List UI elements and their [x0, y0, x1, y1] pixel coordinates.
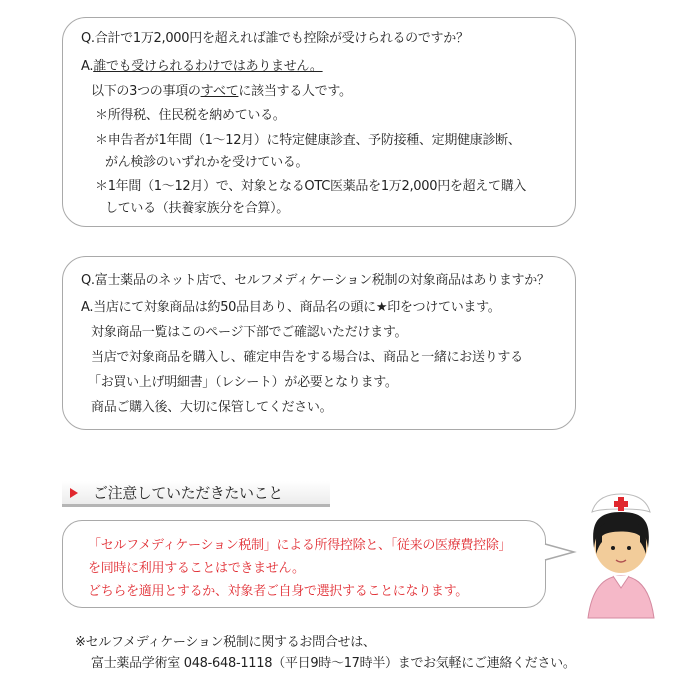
- nurse-icon: [578, 490, 664, 620]
- faq-1-answer-head: A.誰でも受けられるわけではありません。: [81, 59, 323, 74]
- notice-line-3: どちらを適用とするか、対象者ご自身で選択することになります。: [88, 584, 468, 599]
- notice-header: [62, 481, 330, 507]
- faq-1-condition-2-cont: がん検診のいずれかを受けている。: [105, 155, 309, 170]
- faq-2-answer-line-4: 「お買い上げ明細書」（レシート）が必要となります。: [88, 375, 398, 390]
- bubble-tail: [540, 538, 580, 568]
- faq-2-answer-line-5: 商品ご購入後、大切に保管してください。: [91, 400, 333, 415]
- faq-1-intro: 以下の3つの事項のすべてに該当する人です。: [91, 84, 352, 99]
- faq-1-condition-3-cont: している（扶養家族分を合算）。: [105, 201, 290, 216]
- faq-2-answer-line-1: A.当店にて対象商品は約50品目あり、商品名の頭に★印をつけています。: [81, 300, 501, 315]
- notice-title: ご注意していただきたいこと: [93, 484, 283, 502]
- notice-line-2: を同時に利用することはできません。: [88, 561, 305, 576]
- faq-1-question: Q.合計で1万2,000円を超えれば誰でも控除が受けられるのですか？: [81, 31, 469, 46]
- footer-contact: 富士薬品学術室 048-648-1118（平日9時～17時半）までお気軽にご連絡ください。: [91, 656, 576, 671]
- faq-2-question: Q.富士薬品のネット店で、セルフメディケーション税制の対象商品はありますか？: [81, 273, 550, 288]
- faq-2-answer-line-2: 対象商品一覧はこのページ下部でご確認いただけます。: [91, 325, 408, 340]
- faq-1-condition-1: ＊所得税、住民税を納めている。: [95, 108, 286, 123]
- faq-1-condition-3: ＊1年間（1～12月）で、対象となるOTC医薬品を1万2,000円を超えて購入: [95, 179, 527, 194]
- footer-note: ※セルフメディケーション税制に関するお問合せは、: [75, 635, 376, 650]
- faq-2-answer-line-3: 当店で対象商品を購入し、確定申告をする場合は、商品と一緒にお送りする: [91, 350, 523, 365]
- faq-1-condition-2: ＊申告者が1年間（1～12月）に特定健康診査、予防接種、定期健康診断、: [95, 133, 521, 148]
- triangle-bullet-icon: [70, 488, 78, 498]
- notice-line-1: 「セルフメディケーション税制」による所得控除と、「従来の医療費控除」: [88, 538, 512, 553]
